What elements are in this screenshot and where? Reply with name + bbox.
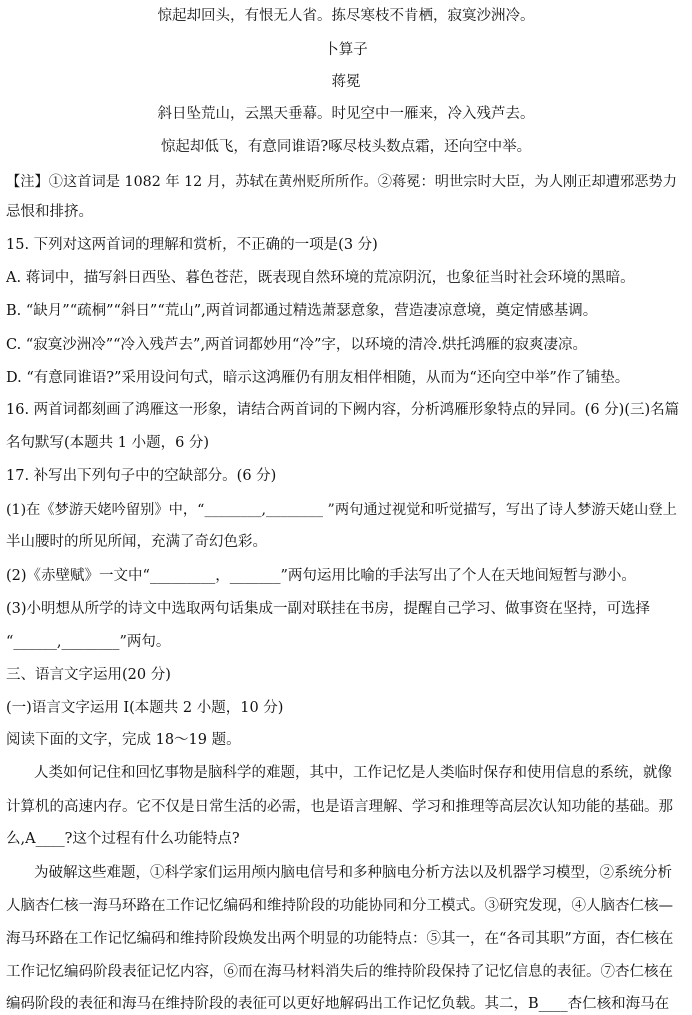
passage-p2-line-4: 工作记忆编码阶段表征记忆内容，⑥而在海马材料消失后的维持阶段保持了记忆信息的表征。⑦杏仁核在 bbox=[6, 964, 673, 980]
q17-part2: (2)《赤壁赋》一文中“_________，_______”两句运用比喻的手法写出了个人在天地间短暂与渺小。 bbox=[6, 568, 636, 584]
q17-part3-line-2: “______,________”两句。 bbox=[6, 634, 171, 650]
passage-p2-line-2: 人脑杏仁核一海马环路在工作记忆编码和维持阶段的功能协同和分工模式。③研究发现，④人脑杏仁核— bbox=[6, 898, 673, 914]
section3-subtitle: (一)语言文字运用 I(本题共 2 小题，10 分) bbox=[6, 700, 284, 716]
q17-stem: 17. 补写出下列句子中的空缺部分。(6 分) bbox=[6, 468, 277, 484]
poem-top-line: 惊起却回头，有恨无人省。拣尽寒枝不肯栖，寂寞沙洲冷。 bbox=[157, 8, 535, 24]
q15-option-b: B. “缺月”“疏桐”“斜日”“荒山”,两首词都通过精选萧瑟意象，营造凄凉意境，奠定情感基调。 bbox=[6, 303, 598, 319]
note-line-2: 忌恨和排挤。 bbox=[6, 204, 93, 220]
q15-option-a: A. 蒋词中，描写斜日西坠、暮色苍茫，既表现自然环境的荒凉阴沉，也象征当时社会环境的黑暗。 bbox=[6, 270, 635, 286]
q17-part3-line-1: (3)小明想从所学的诗文中选取两句话集成一副对联挂在书房，提醒自己学习、做事资在坚持，可选择 bbox=[6, 601, 651, 617]
poem-line-2: 惊起却低飞，有意同谁语?啄尽枝头数点霜，还向空中举。 bbox=[160, 139, 532, 155]
poem-author: 蒋冕 bbox=[331, 74, 361, 90]
poem-title: 卜算子 bbox=[324, 42, 368, 58]
q16-line-1: 16. 两首词都刻画了鸿雁这一形象，请结合两首词的下阙内容，分析鸿雁形象特点的异同。(6 分)(三)名篇 bbox=[6, 402, 680, 418]
section3-title: 三、语言文字运用(20 分) bbox=[6, 667, 171, 683]
passage-p2-line-5: 编码阶段的表征和海马在维持阶段的表征可以更好地解码出工作记忆负载。其二，B____杏仁核和海马在 bbox=[6, 996, 670, 1012]
note-line-1: 【注】①这首词是 1082 年 12 月，苏轼在黄州贬所所作。②蒋冕：明世宗时大臣，为人刚正却遭邪恶势力 bbox=[6, 174, 678, 190]
passage-p1-line-2: 计算机的高速内存。它不仅是日常生活的必需，也是语言理解、学习和推理等高层次认知功能的基础。那 bbox=[6, 799, 673, 815]
passage-p1-line-1: 人类如何记住和回忆事物是脑科学的难题，其中，工作记忆是人类临时保存和使用信息的系统，就像 bbox=[34, 765, 672, 781]
passage-p2-line-3: 海马环路在工作记忆编码和维持阶段焕发出两个明显的功能特点：⑤其一，在“各司其职”方面，杏仁核在 bbox=[6, 931, 674, 947]
q15-option-c: C. “寂寞沙洲冷”“冷入残芦去”,两首词都妙用“冷”字，以环境的清冷.烘托鸿雁的寂爽凄凉。 bbox=[6, 337, 587, 353]
q17-part1-line-1: (1)在《梦游天姥吟留别》中，“________,________ ”两句通过视觉和听觉描写，写出了诗人梦游天姥山登上 bbox=[6, 502, 677, 518]
q15-stem: 15. 下列对这两首词的理解和赏析，不正确的一项是(3 分) bbox=[6, 237, 378, 253]
passage-p1-line-3: 么,A____?这个过程有什么功能特点? bbox=[6, 831, 240, 847]
passage-p2-line-1: 为破解这些难题，①科学家们运用颅内脑电信号和多种脑电分析方法以及机器学习模型，②系统分析 bbox=[34, 865, 672, 881]
section3-instruction: 阅读下面的文字，完成 18～19 题。 bbox=[6, 732, 241, 748]
poem-line-1: 斜日坠荒山，云黑天垂幕。时见空中一雁来，冷入残芦去。 bbox=[157, 106, 535, 122]
q15-option-d: D. “有意同谁语?”采用设问句式，暗示这鸿雁仍有朋友相伴相随，从而为“还向空中举”作了铺垫。 bbox=[6, 370, 630, 386]
q17-part1-line-2: 半山腰时的所见所闻，充满了奇幻色彩。 bbox=[6, 534, 267, 550]
q16-line-2: 名句默写(本题共 1 小题，6 分) bbox=[6, 435, 210, 451]
